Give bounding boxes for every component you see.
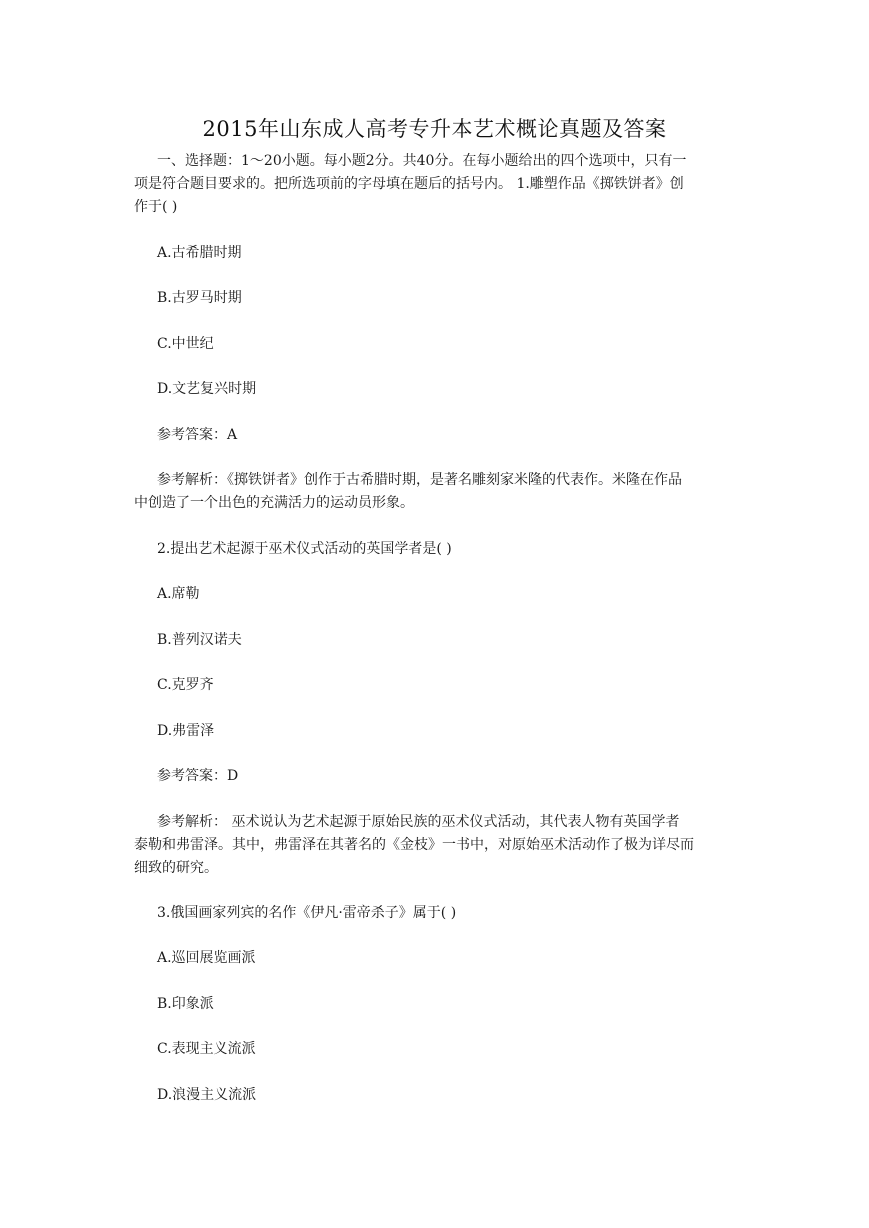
q3-stem: 3.俄国画家列宾的名作《伊凡·雷帝杀子》属于( ) xyxy=(157,905,457,921)
q2-analysis-line: 泰勒和弗雷泽。其中，弗雷泽在其著名的《金枝》一书中，对原始巫术活动作了极为详尽而 xyxy=(134,837,694,853)
q2-option-c: C.克罗齐 xyxy=(157,677,214,693)
q1-option-a: A.古希腊时期 xyxy=(157,245,242,261)
q1-analysis-line: 参考解析：《掷铁饼者》创作于古希腊时期，是著名雕刻家米隆的代表作。米隆在作品 xyxy=(157,472,682,488)
document-title: 2015年山东成人高考专升本艺术概论真题及答案 xyxy=(202,117,667,141)
q2-option-b: B.普列汉诺夫 xyxy=(157,632,242,648)
q1-option-c: C.中世纪 xyxy=(157,336,214,352)
intro-line: 作于( ) xyxy=(134,199,178,215)
q2-option-d: D.弗雷泽 xyxy=(157,723,215,739)
q3-option-b: B.印象派 xyxy=(157,996,214,1012)
q1-analysis-line: 中创造了一个出色的充满活力的运动员形象。 xyxy=(134,495,414,511)
intro-line: 一、选择题：1～20小题。每小题2分。共40分。在每小题给出的四个选项中，只有一 xyxy=(157,153,687,169)
intro-line: 项是符合题目要求的。把所选项前的字母填在题后的括号内。 1.雕塑作品《掷铁饼者》创 xyxy=(134,176,684,192)
q2-option-a: A.席勒 xyxy=(157,586,200,602)
q2-stem: 2.提出艺术起源于巫术仪式活动的英国学者是( ) xyxy=(157,541,452,557)
q2-analysis-line: 参考解析： 巫术说认为艺术起源于原始民族的巫术仪式活动，其代表人物有英国学者 xyxy=(157,814,680,830)
q1-option-b: B.古罗马时期 xyxy=(157,290,242,306)
q1-option-d: D.文艺复兴时期 xyxy=(157,381,257,397)
q2-analysis-line: 细致的研究。 xyxy=(134,860,218,876)
q3-option-c: C.表现主义流派 xyxy=(157,1041,256,1057)
q3-option-a: A.巡回展览画派 xyxy=(157,950,256,966)
q2-answer: 参考答案：D xyxy=(157,768,239,784)
q3-option-d: D.浪漫主义流派 xyxy=(157,1087,257,1103)
q1-answer: 参考答案：A xyxy=(157,427,238,443)
